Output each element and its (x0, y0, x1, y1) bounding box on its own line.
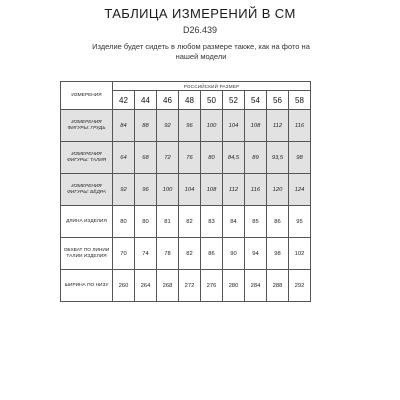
fit-note-line-1: Изделие будет сидеть в любом размере также, как на фото на (92, 42, 310, 51)
measurement-row (61, 142, 311, 174)
measurement-value: 95 (289, 206, 311, 238)
measurement-value: 84 (223, 206, 245, 238)
measurement-value: 104 (179, 174, 201, 206)
size-header-cell: 46 (157, 91, 179, 110)
measurement-value: 83 (201, 206, 223, 238)
measurement-value: 292 (289, 270, 311, 302)
measurement-value: 82 (179, 206, 201, 238)
measurements-column-header: ИЗМЕРЕНИЯ (61, 82, 113, 110)
measurement-value: 70 (113, 238, 135, 270)
measurement-value: 74 (135, 238, 157, 270)
measurement-value: 98 (289, 142, 311, 174)
measurement-value: 80 (201, 142, 223, 174)
measurement-value: 272 (179, 270, 201, 302)
measurement-label: ДЛИНА ИЗДЕЛИЯ (61, 206, 113, 238)
measurement-value: 90 (223, 238, 245, 270)
size-system-header: РОССИЙСКИЙ РАЗМЕР (113, 82, 311, 91)
measurement-value: 102 (289, 238, 311, 270)
measurement-value: 100 (201, 110, 223, 142)
page-title: ТАБЛИЦА ИЗМЕРЕНИЙ В СМ (104, 6, 296, 21)
measurement-value: 116 (289, 110, 311, 142)
measurement-value: 116 (245, 174, 267, 206)
measurement-value: 82 (179, 238, 201, 270)
size-header-cell: 56 (267, 91, 289, 110)
measurement-row (61, 174, 311, 206)
size-header-cell: 44 (135, 91, 157, 110)
measurement-value: 288 (267, 270, 289, 302)
fit-note-line-2: нашей модели (175, 52, 227, 61)
measurement-value: 68 (135, 142, 157, 174)
measurement-value: 112 (267, 110, 289, 142)
size-chart-body (61, 82, 311, 302)
measurement-value: 86 (267, 206, 289, 238)
measurement-value: 108 (245, 110, 267, 142)
measurement-value: 80 (135, 206, 157, 238)
size-header-cell: 52 (223, 91, 245, 110)
product-code: D26.439 (182, 25, 218, 35)
size-header-cell: 42 (113, 91, 135, 110)
measurement-value: 85 (245, 206, 267, 238)
measurement-label: ОБХВАТ ПО ЛИНИИ ТАЛИИ ИЗДЕЛИЯ (61, 238, 113, 270)
measurement-value: 92 (157, 110, 179, 142)
measurement-value: 93,5 (267, 142, 289, 174)
measurement-value: 72 (157, 142, 179, 174)
measurement-label: ИЗМЕРЕНИЯ ФИГУРЫ: БЁДРА (61, 174, 113, 206)
measurement-row (61, 110, 311, 142)
measurement-value: 264 (135, 270, 157, 302)
measurement-value: 124 (289, 174, 311, 206)
measurement-row (61, 238, 311, 270)
measurement-value: 76 (179, 142, 201, 174)
measurement-label: ШИРИНА ПО НИЗУ (61, 270, 113, 302)
measurement-value: 98 (267, 238, 289, 270)
measurement-value: 104 (223, 110, 245, 142)
size-header-cell: 54 (245, 91, 267, 110)
measurement-value: 112 (223, 174, 245, 206)
measurement-label: ИЗМЕРЕНИЯ ФИГУРЫ: ГРУДЬ (61, 110, 113, 142)
measurement-value: 78 (157, 238, 179, 270)
measurement-value: 260 (113, 270, 135, 302)
size-header-cell: 58 (289, 91, 311, 110)
measurement-value: 84,5 (223, 142, 245, 174)
size-chart-table (60, 81, 311, 302)
measurement-value: 268 (157, 270, 179, 302)
measurement-value: 92 (113, 174, 135, 206)
measurement-value: 88 (135, 110, 157, 142)
size-header-cell: 48 (179, 91, 201, 110)
measurement-row (61, 270, 311, 302)
size-system-row (61, 82, 311, 91)
measurement-value: 284 (245, 270, 267, 302)
measurement-value: 94 (245, 238, 267, 270)
measurement-label: ИЗМЕРЕНИЯ ФИГУРЫ: ТАЛИЯ (61, 142, 113, 174)
measurement-value: 80 (113, 206, 135, 238)
measurement-value: 100 (157, 174, 179, 206)
measurement-value: 108 (201, 174, 223, 206)
measurement-value: 276 (201, 270, 223, 302)
measurement-value: 280 (223, 270, 245, 302)
measurement-value: 84 (113, 110, 135, 142)
measurement-row (61, 206, 311, 238)
measurement-value: 120 (267, 174, 289, 206)
fit-note (60, 42, 342, 62)
measurement-value: 86 (201, 238, 223, 270)
size-header-cell: 50 (201, 91, 223, 110)
measurement-value: 89 (245, 142, 267, 174)
measurement-value: 96 (135, 174, 157, 206)
measurement-value: 64 (113, 142, 135, 174)
measurement-value: 81 (157, 206, 179, 238)
measurement-value: 96 (179, 110, 201, 142)
